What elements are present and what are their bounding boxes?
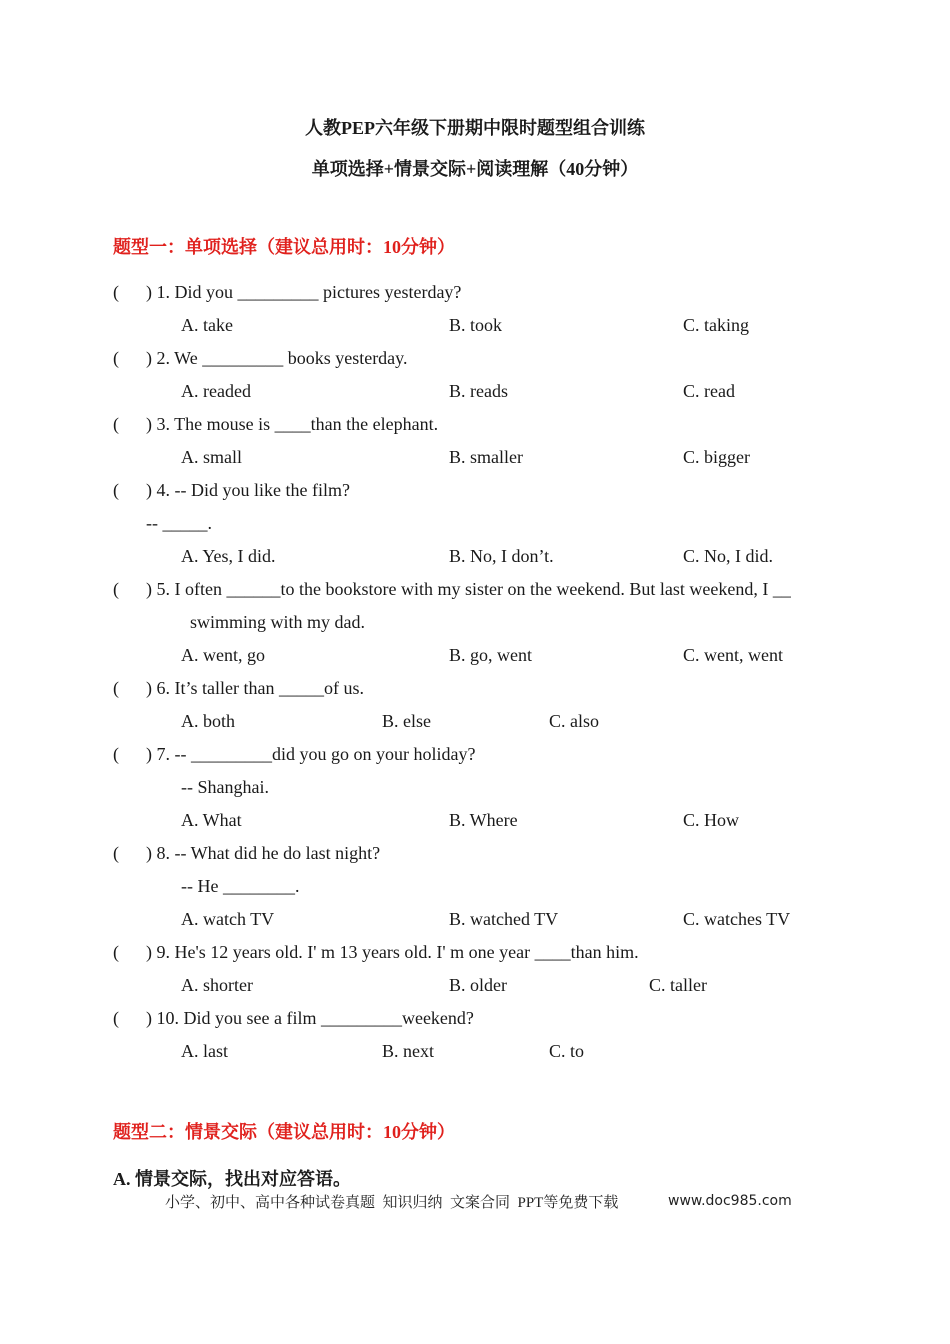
question-3-option-c: C. bigger xyxy=(683,447,750,467)
question-4-option-a: A. Yes, I did. xyxy=(181,546,276,566)
question-3-stem: ( ) 3. The mouse is ____than the elephant. xyxy=(113,414,439,434)
question-9-option-c: C. taller xyxy=(649,975,707,995)
question-8-option-a: A. watch TV xyxy=(181,909,275,929)
footer-text: 小学、初中、高中各种试卷真题 知识归纳 文案合同 PPT等免费下载 xyxy=(165,1195,619,1211)
question-5-stem-continued: swimming with my dad. xyxy=(190,612,365,632)
question-2-option-c: C. read xyxy=(683,381,735,401)
question-4-response: -- _____. xyxy=(146,513,212,533)
question-3-option-a: A. small xyxy=(181,447,242,467)
question-7-option-b: B. Where xyxy=(449,810,518,830)
question-2-option-b: B. reads xyxy=(449,381,508,401)
question-5-option-a: A. went, go xyxy=(181,645,265,665)
question-8-option-c: C. watches TV xyxy=(683,909,791,929)
question-6-option-b: B. else xyxy=(382,711,431,731)
section-2-subheading: A. 情景交际，找出对应答语。 xyxy=(113,1169,351,1189)
question-4-stem: ( ) 4. -- Did you like the film? xyxy=(113,480,350,500)
question-7-stem: ( ) 7. -- _________did you go on your holiday? xyxy=(113,744,476,764)
question-9-option-b: B. older xyxy=(449,975,507,995)
question-1-option-c: C. taking xyxy=(683,315,749,335)
question-4-option-c: C. No, I did. xyxy=(683,546,773,566)
question-5-option-b: B. go, went xyxy=(449,645,532,665)
document-title: 人教PEP六年级下册期中限时题型组合训练 xyxy=(305,118,645,138)
question-9-option-a: A. shorter xyxy=(181,975,253,995)
section-heading-2: 题型二：情景交际（建议总用时：10分钟） xyxy=(113,1122,455,1142)
question-8-option-b: B. watched TV xyxy=(449,909,559,929)
question-5-option-c: C. went, went xyxy=(683,645,783,665)
section-heading-1: 题型一：单项选择（建议总用时：10分钟） xyxy=(113,237,455,257)
question-4-option-b: B. No, I don’t. xyxy=(449,546,554,566)
question-3-option-b: B. smaller xyxy=(449,447,523,467)
question-8-stem: ( ) 8. -- What did he do last night? xyxy=(113,843,381,863)
question-1-option-a: A. take xyxy=(181,315,233,335)
question-7-option-a: A. What xyxy=(181,810,242,830)
question-6-option-c: C. also xyxy=(549,711,600,731)
question-1-stem: ( ) 1. Did you _________ pictures yesterday? xyxy=(113,282,462,302)
question-8-response: -- He ________. xyxy=(181,876,300,896)
question-6-stem: ( ) 6. It’s taller than _____of us. xyxy=(113,678,364,698)
question-10-stem: ( ) 10. Did you see a film _________weekend? xyxy=(113,1008,474,1028)
question-6-option-a: A. both xyxy=(181,711,235,731)
question-7-response: -- Shanghai. xyxy=(181,777,269,797)
question-9-stem: ( ) 9. He's 12 years old. I' m 13 years old. I' m one year ____than him. xyxy=(113,942,639,962)
question-2-stem: ( ) 2. We _________ books yesterday. xyxy=(113,348,408,368)
document-subtitle: 单项选择+情景交际+阅读理解（40分钟） xyxy=(311,159,639,179)
footer-url[interactable]: www.doc985.com xyxy=(668,1193,792,1209)
question-10-option-c: C. to xyxy=(549,1041,585,1061)
question-7-option-c: C. How xyxy=(683,810,740,830)
question-5-stem: ( ) 5. I often ______to the bookstore with my sister on the weekend. But last weekend, I __ xyxy=(113,579,791,599)
question-10-option-a: A. last xyxy=(181,1041,228,1061)
question-10-option-b: B. next xyxy=(382,1041,434,1061)
question-1-option-b: B. took xyxy=(449,315,503,335)
question-2-option-a: A. readed xyxy=(181,381,251,401)
